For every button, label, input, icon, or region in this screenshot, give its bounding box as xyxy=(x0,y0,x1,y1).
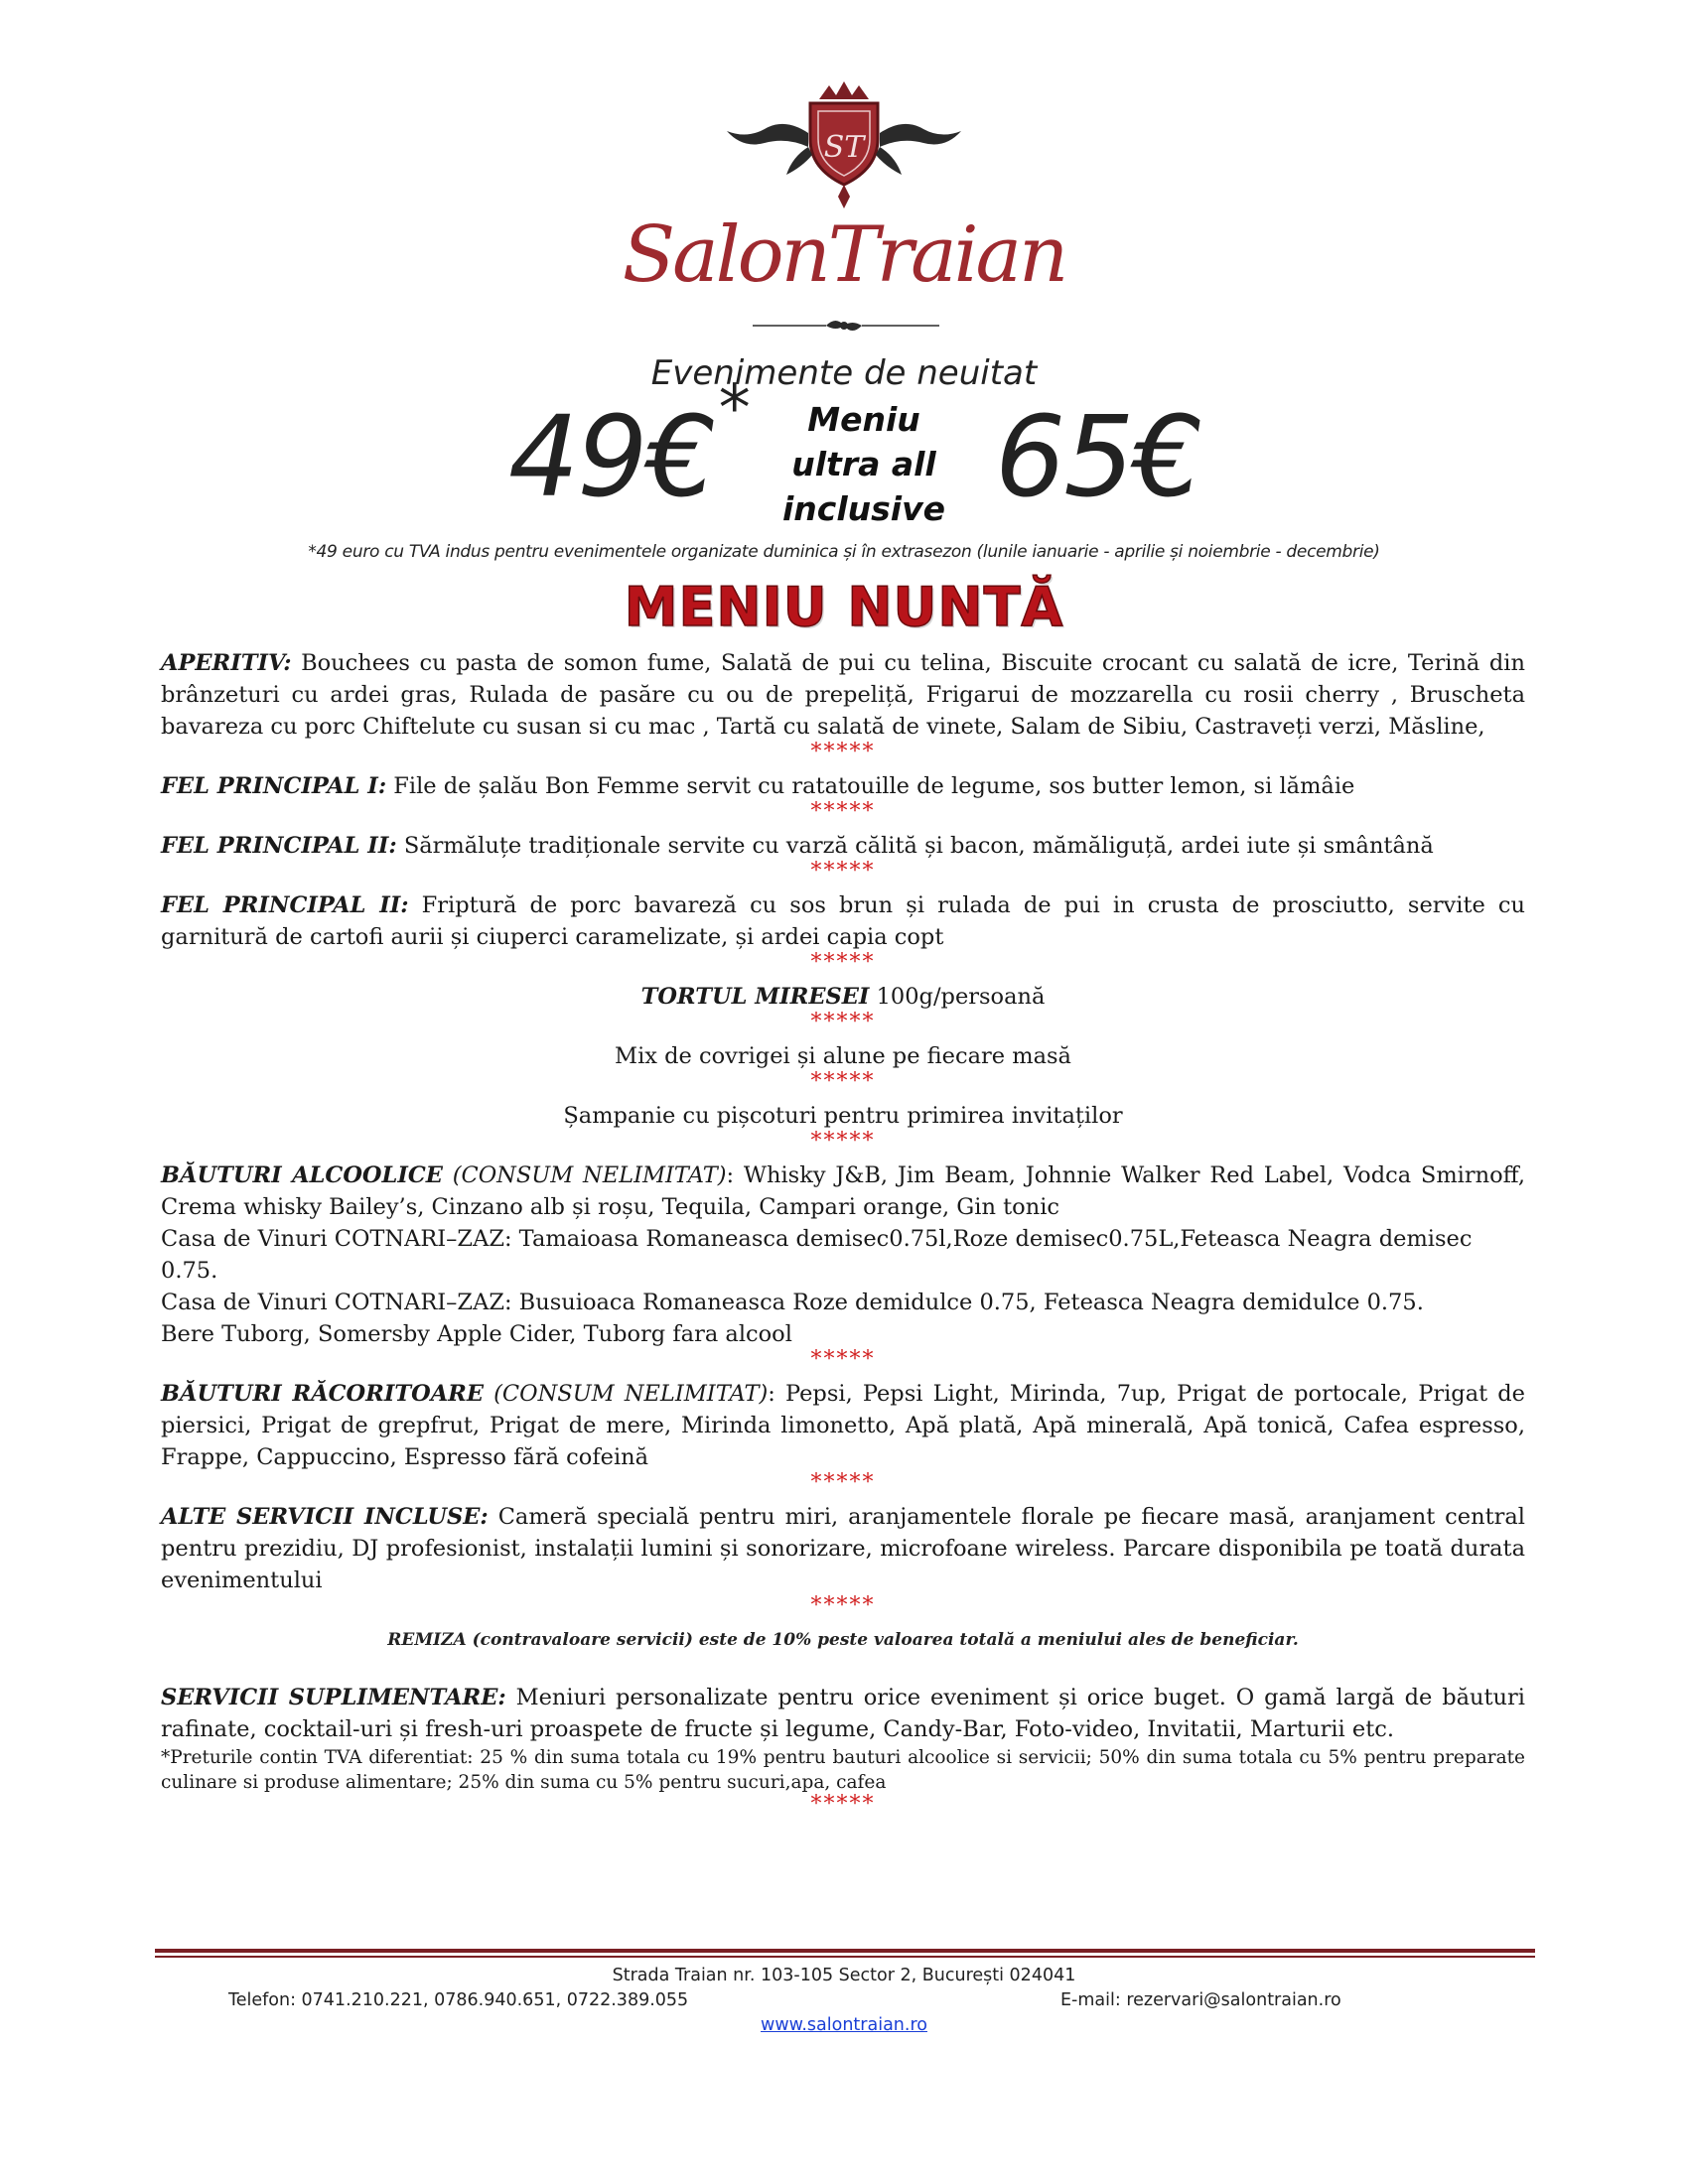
menu-label-line2: ultra all xyxy=(791,445,936,483)
menu-label xyxy=(765,397,963,531)
racoritoare-note: (CONSUM NELIMITAT) xyxy=(484,1381,769,1407)
alcool-label: BĂUTURI ALCOOLICE xyxy=(161,1162,443,1188)
price-left xyxy=(508,371,749,522)
fel1-section xyxy=(161,770,1525,802)
price-footnote: *49 euro cu TVA indus pentru evenimentele organizate duminica și în extrasezon (lunile ianuarie - aprilie și noiembrie - decembrie) xyxy=(308,542,1380,562)
fel3-text: Friptură de porc bavareză cu sos brun și rulada de pui in crusta de prosciutto, servite cu garnitură de cartofi aurii și ciuperci caramelizate, și ardei capia copt xyxy=(161,892,1525,950)
svg-text:ST: ST xyxy=(823,130,865,165)
aperitiv-label: APERITIV: xyxy=(161,650,292,676)
salon-traian-logo xyxy=(616,77,1072,345)
sampanie-line: Șampanie cu pișcoturi pentru primirea invitaților xyxy=(563,1103,1123,1129)
stars-divider: ***** xyxy=(810,799,876,824)
footer-rule xyxy=(155,1949,1535,1953)
menu-content xyxy=(161,647,1525,1823)
price-left-asterisk: * xyxy=(718,371,749,446)
menu-title: MENIU NUNTĂ xyxy=(624,576,1064,638)
tagline: Evenimente de neuitat xyxy=(650,353,1038,393)
menu-label-line1: Meniu xyxy=(807,400,920,439)
tva-note: *Preturile contin TVA diferentiat: 25 % din suma totala cu 19% pentru bauturi alcoolice si servicii; 50% din suma totala cu 5% pentru preparate culinare si produse alimentare; 25% din suma cu 5% pentru sucuri,apa, cafea xyxy=(161,1747,1525,1793)
footer-address: Strada Traian nr. 103-105 Sector 2, București 024041 xyxy=(612,1966,1076,1985)
fel2-section xyxy=(161,830,1525,862)
vin-line-1: Casa de Vinuri COTNARI–ZAZ: Tamaioasa Romaneasca demisec0.75l,Roze demisec0.75L,Feteasca Neagra demisec 0.75. xyxy=(161,1226,1473,1284)
stars-divider: ***** xyxy=(810,1593,876,1618)
racoritoare-text: : Pepsi, Pepsi Light, Mirinda, 7up, Prigat de portocale, Prigat de piersici, Prigat de grepfrut, Prigat de mere, Mirinda limonetto, Apă plată, Apă minerală, Apă tonică, Cafea espresso, Frappe, Cappuccino, Espresso fără cofeină xyxy=(161,1381,1525,1470)
mix-line: Mix de covrigei și alune pe fiecare masă xyxy=(615,1043,1071,1069)
stars-divider: ***** xyxy=(810,740,876,764)
alte-section xyxy=(161,1501,1525,1596)
stars-divider: ***** xyxy=(810,1010,876,1034)
stars-divider: ***** xyxy=(810,1069,876,1094)
stars-divider: ***** xyxy=(810,1792,876,1817)
stars-divider: ***** xyxy=(810,859,876,884)
stars-divider: ***** xyxy=(810,950,876,975)
racoritoare-section xyxy=(161,1378,1525,1473)
aperitiv-section xyxy=(161,647,1525,743)
bere-line: Bere Tuborg, Somersby Apple Cider, Tuborg fara alcool xyxy=(161,1321,792,1347)
footer-phone: Telefon: 0741.210.221, 0786.940.651, 0722.389.055 xyxy=(228,1990,689,2010)
price-right: 65€ xyxy=(995,393,1201,522)
fel1-text: File de șalău Bon Femme servit cu ratatouille de legume, sos butter lemon, si lămâie xyxy=(386,773,1355,799)
stars-divider: ***** xyxy=(810,1347,876,1372)
price-left-value: 49€ xyxy=(508,393,715,522)
suplimentare-label: SERVICII SUPLIMENTARE: xyxy=(161,1685,506,1710)
spacer xyxy=(161,1656,1525,1682)
tort-section xyxy=(161,981,1525,1013)
stars-divider: ***** xyxy=(810,1129,876,1154)
menu-label-line3: inclusive xyxy=(781,489,946,528)
fel1-label: FEL PRINCIPAL I: xyxy=(161,773,387,799)
footer-email: E-mail: rezervari@salontraian.ro xyxy=(1060,1990,1341,2010)
fel2-text: Sărmăluțe tradiționale servite cu varză călită și bacon, mămăliguță, ardei iute și smântână xyxy=(396,833,1434,859)
remiza-note: REMIZA (contravaloare servicii) este de 10% peste valoarea totală a meniului ales de beneficiar. xyxy=(387,1630,1299,1650)
fel3-section xyxy=(161,889,1525,953)
tort-text: 100g/persoană xyxy=(869,984,1046,1010)
footer-rule-thin xyxy=(155,1956,1535,1958)
alte-text: Cameră specială pentru miri, aranjamentele florale pe fiecare masă, aranjament central pentru prezidiu, DJ profesionist, instalații lumini și sonorizare, microfoane wireless. Parcare disponibila pe toată durata evenimentului xyxy=(161,1504,1525,1593)
suplimentare-text: Meniuri personalizate pentru orice eveniment și orice buget. O gamă largă de băuturi rafinate, cocktail-uri și fresh-uri proaspete de fructe și legume, Candy-Bar, Foto-video, Invitatii, Marturii etc. xyxy=(161,1685,1525,1742)
suplimentare-section xyxy=(161,1682,1525,1745)
alcool-section xyxy=(161,1160,1525,1223)
stars-divider: ***** xyxy=(810,1470,876,1495)
alcool-text: : Whisky J&B, Jim Beam, Johnnie Walker Red Label, Vodca Smirnoff, Crema whisky Bailey’s, Cinzano alb și roșu, Tequila, Campari orange, Gin tonic xyxy=(161,1162,1525,1220)
alcool-note: (CONSUM NELIMITAT) xyxy=(442,1162,727,1188)
fel3-label: FEL PRINCIPAL II: xyxy=(161,892,409,918)
tort-label: TORTUL MIRESEI xyxy=(640,984,870,1010)
aperitiv-text: Bouchees cu pasta de somon fume, Salată de pui cu telina, Biscuite crocant cu salată de icre, Terină din brânzeturi cu ardei gras, Rulada de pasăre cu ou de prepeliță, Frigarui de mozzarella cu rosii cherry , Bruscheta bavareza cu porc Chiftelute cu susan si cu mac , Tartă cu salată de vinete, Salam de Sibiu, Castraveți verzi, Măsline, xyxy=(161,650,1525,740)
vin-line-2: Casa de Vinuri COTNARI–ZAZ: Busuioaca Romaneasca Roze demidulce 0.75, Feteasca Neagra demidulce 0.75. xyxy=(161,1290,1424,1315)
svg-text:SalonTraian: SalonTraian xyxy=(622,210,1066,300)
footer-website-link[interactable]: www.salontraian.ro xyxy=(761,2015,927,2035)
fel2-label: FEL PRINCIPAL II: xyxy=(161,833,397,859)
racoritoare-label: BĂUTURI RĂCORITOARE xyxy=(161,1381,485,1407)
alte-label: ALTE SERVICII INCLUSE: xyxy=(161,1504,489,1530)
